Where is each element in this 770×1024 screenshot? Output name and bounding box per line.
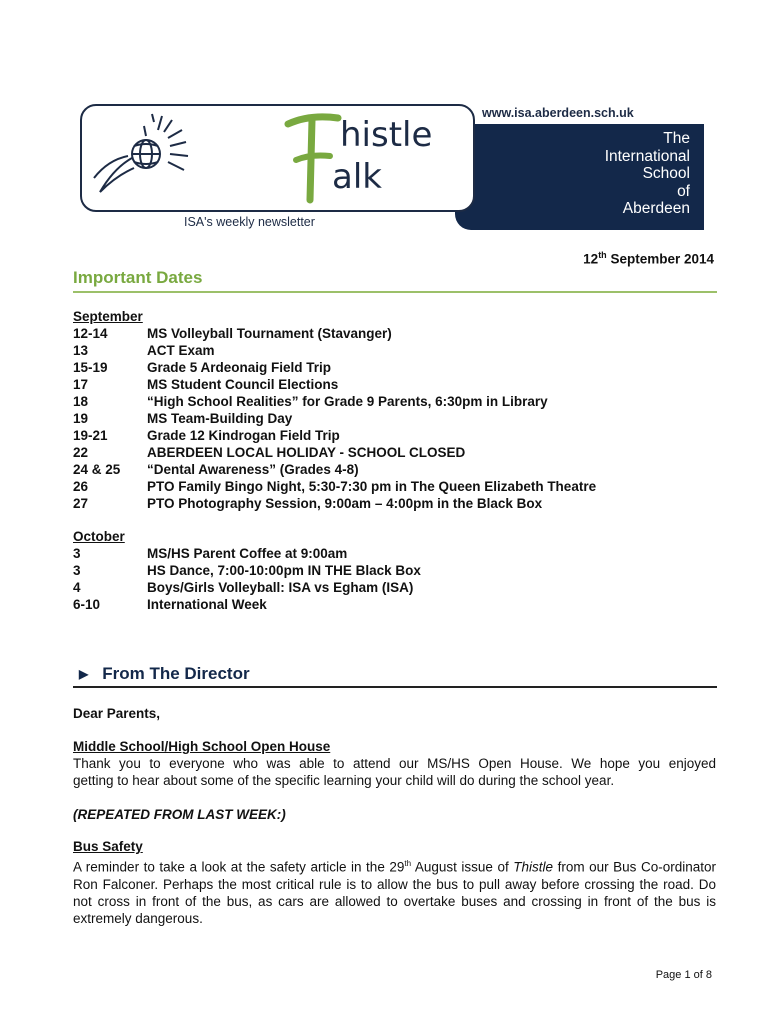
school-name-line: of (677, 182, 690, 200)
event-cell: MS Volleyball Tournament (Stavanger) (147, 326, 392, 341)
open-house-title: Middle School/High School Open House (73, 739, 331, 754)
greeting: Dear Parents, (73, 706, 161, 721)
date-cell: 24 & 25 (73, 462, 121, 477)
section-divider (73, 291, 717, 293)
october-dates (73, 528, 421, 613)
event-cell: MS Student Council Elections (147, 377, 339, 392)
date-day: 12 (583, 251, 599, 267)
page-number: Page 1 of 8 (655, 969, 712, 981)
date-cell: 19-21 (73, 428, 108, 443)
event-cell: “High School Realities” for Grade 9 Parents, 6:30pm in Library (147, 394, 548, 409)
event-cell: Grade 5 Ardeonaig Field Trip (147, 360, 332, 375)
event-cell: MS Team-Building Day (147, 411, 293, 426)
date-row (73, 495, 596, 512)
event-cell: International Week (147, 597, 267, 612)
issue-date (583, 250, 714, 267)
event-cell: MS/HS Parent Coffee at 9:00am (147, 546, 348, 561)
date-cell: 15-19 (73, 360, 108, 375)
date-cell: 22 (73, 445, 89, 460)
school-name-line: School (642, 165, 690, 183)
newsletter-tagline: ISA's weekly newsletter (184, 215, 315, 229)
school-name-line: International (604, 147, 690, 165)
event-cell: PTO Photography Session, 9:00am – 4:00pm in the Black Box (147, 496, 543, 511)
svg-text:alk: alk (332, 157, 382, 197)
date-cell: 17 (73, 377, 89, 392)
bus-text-italic: Thistle (513, 859, 554, 875)
website-url: www.isa.aberdeen.sch.uk (482, 106, 634, 120)
date-row (73, 325, 596, 342)
repeated-note: (REPEATED FROM LAST WEEK:) (73, 807, 286, 822)
date-cell: 12-14 (73, 326, 108, 341)
date-suffix: th (598, 250, 607, 260)
date-row (73, 478, 596, 495)
school-name-panel (455, 124, 704, 230)
bus-safety-title: Bus Safety (73, 839, 143, 854)
school-name-line: The (663, 130, 690, 147)
date-cell: 18 (73, 394, 89, 409)
important-dates-heading: Important Dates (73, 268, 203, 287)
event-cell: ACT Exam (147, 343, 215, 358)
date-cell: 19 (73, 411, 89, 426)
date-cell: 4 (73, 580, 81, 595)
date-row (73, 393, 596, 410)
date-cell: 3 (73, 563, 81, 578)
date-cell: 27 (73, 496, 89, 511)
event-cell: Boys/Girls Volleyball: ISA vs Egham (ISA) (147, 580, 414, 595)
event-cell: Grade 12 Kindrogan Field Trip (147, 428, 340, 443)
open-house-line-2: getting to hear about some of the specific learning your child will do during the school year. (73, 773, 615, 788)
date-cell: 13 (73, 343, 89, 358)
bus-text-part: A reminder to take a look at the safety article in the 29 (73, 859, 405, 875)
bus-text-sup: th (404, 859, 412, 868)
date-cell: 26 (73, 479, 89, 494)
event-cell: HS Dance, 7:00-10:00pm IN THE Black Box (147, 563, 421, 578)
director-heading-text: From The Director (102, 664, 250, 683)
month-label: October (73, 529, 125, 544)
date-row (73, 427, 596, 444)
date-row (73, 562, 421, 579)
date-row (73, 359, 596, 376)
section-divider (73, 686, 717, 688)
bus-safety-text (73, 855, 716, 927)
date-row (73, 461, 596, 478)
date-rest: September 2014 (606, 251, 714, 267)
director-heading (73, 664, 250, 684)
open-house-line-1: Thank you to everyone who was able to attend our MS/HS Open House. We hope you enjoyed (73, 756, 716, 771)
september-dates (73, 308, 596, 512)
bus-text-part: August issue of (411, 859, 514, 875)
date-row (73, 342, 596, 359)
event-cell: ABERDEEN LOCAL HOLIDAY - SCHOOL CLOSED (147, 445, 466, 460)
bus-text-part: from our Bus Co-ordinator Ron Falconer. Perhaps the most critical rule is to allow the bus to pull away before crossing the road. Do not cross in front of the bus, as cars are allowed to overtake buses and crossing in front of the bus is extremely dangerous. (73, 859, 717, 927)
triangle-right-icon: ▶ (79, 667, 89, 681)
thistle-talk-masthead (280, 108, 470, 208)
school-name-line: Aberdeen (622, 200, 690, 218)
globe-logo-icon (88, 112, 198, 207)
school-name (605, 130, 690, 218)
date-row (73, 579, 421, 596)
date-cell: 6-10 (73, 597, 101, 612)
date-row (73, 545, 421, 562)
month-label: September (73, 309, 143, 324)
svg-text:histle: histle (340, 115, 433, 155)
date-cell: 3 (73, 546, 81, 561)
date-row (73, 596, 421, 613)
date-row (73, 444, 596, 461)
date-row (73, 410, 596, 427)
date-row (73, 376, 596, 393)
event-cell: PTO Family Bingo Night, 5:30-7:30 pm in The Queen Elizabeth Theatre (147, 479, 597, 494)
event-cell: “Dental Awareness” (Grades 4-8) (147, 462, 359, 477)
